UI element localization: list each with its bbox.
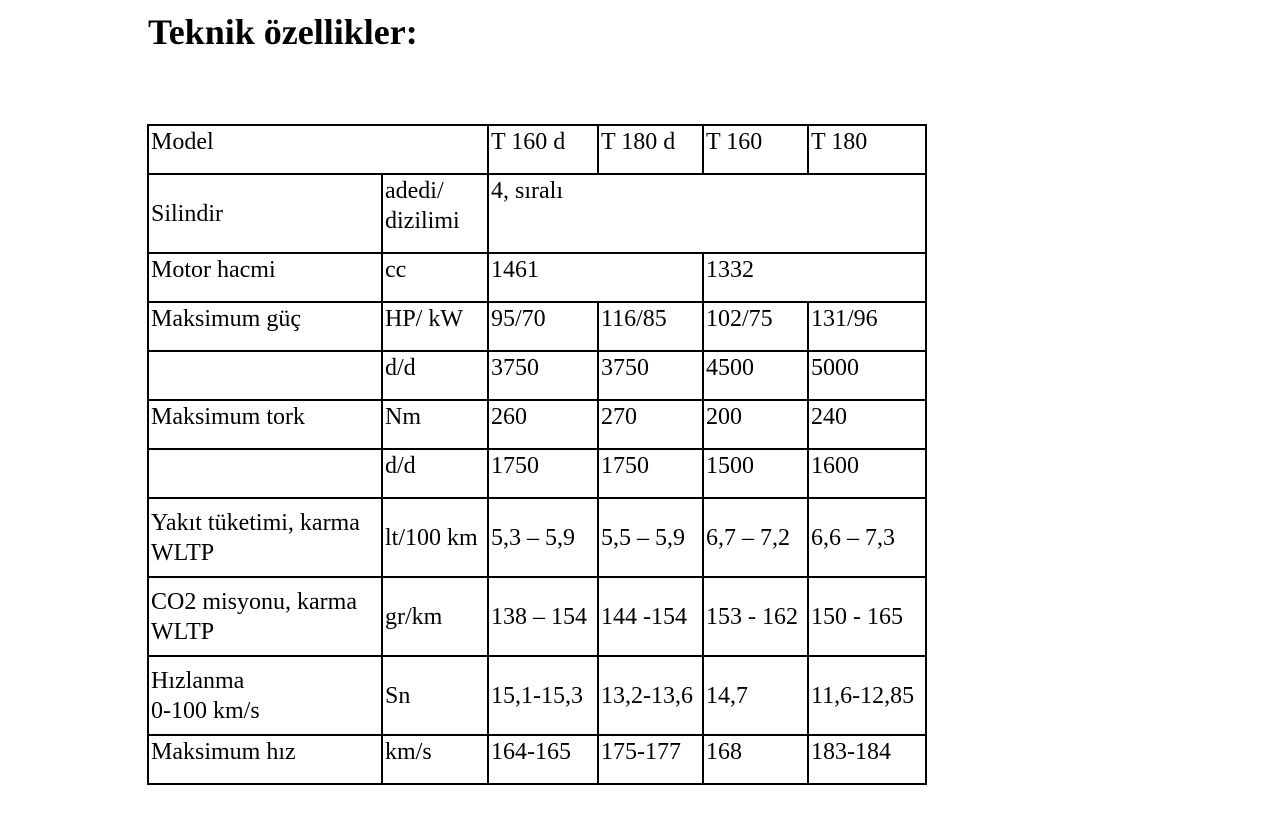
- table-row-co2: [148, 577, 926, 656]
- value-cell: 102/75: [703, 302, 808, 351]
- value-cell: 1500: [703, 449, 808, 498]
- table-row-top-speed: [148, 735, 926, 784]
- value-cell: 15,1-15,3: [488, 656, 598, 735]
- value-cell: 14,7: [703, 656, 808, 735]
- row-label-line: Hızlanma: [151, 668, 245, 694]
- row-label-cell: [148, 498, 382, 577]
- value-cell: 240: [808, 400, 926, 449]
- value-cell: 1600: [808, 449, 926, 498]
- value-cell: 1461: [488, 253, 703, 302]
- value-cell: 1332: [703, 253, 926, 302]
- unit-cell: Nm: [382, 400, 488, 449]
- value-cell: 11,6-12,85: [808, 656, 926, 735]
- table-row-fuel-consumption: [148, 498, 926, 577]
- unit-cell: [382, 174, 488, 253]
- model-header-cell: T 180: [808, 125, 926, 174]
- value-cell: 175-177: [598, 735, 703, 784]
- row-label-cell: Maksimum tork: [148, 400, 382, 449]
- value-cell: 260: [488, 400, 598, 449]
- table-row-cylinder: [148, 174, 926, 253]
- value-cell: 4, sıralı: [488, 174, 926, 253]
- unit-cell: Sn: [382, 656, 488, 735]
- row-label-line: Yakıt tüketimi, karma: [151, 510, 360, 536]
- page-title: Teknik özellikler:: [148, 12, 418, 52]
- value-cell: 1750: [598, 449, 703, 498]
- model-header-cell: T 160 d: [488, 125, 598, 174]
- unit-line: adedi/: [385, 178, 444, 204]
- value-cell: 150 - 165: [808, 577, 926, 656]
- row-label-line: WLTP: [151, 540, 215, 566]
- row-label-cell: [148, 656, 382, 735]
- value-cell: 13,2-13,6: [598, 656, 703, 735]
- value-cell: 164-165: [488, 735, 598, 784]
- value-cell: 200: [703, 400, 808, 449]
- model-header-cell: T 180 d: [598, 125, 703, 174]
- table-row-torque-rpm: [148, 449, 926, 498]
- table-row-acceleration: [148, 656, 926, 735]
- row-label-cell: Maksimum hız: [148, 735, 382, 784]
- unit-cell: gr/km: [382, 577, 488, 656]
- row-label-cell: [148, 577, 382, 656]
- unit-cell: d/d: [382, 449, 488, 498]
- value-cell: 270: [598, 400, 703, 449]
- row-label-cell: Motor hacmi: [148, 253, 382, 302]
- value-cell: 1750: [488, 449, 598, 498]
- value-cell: 168: [703, 735, 808, 784]
- row-label-line: 0-100 km/s: [151, 698, 260, 724]
- model-label-cell: Model: [148, 125, 488, 174]
- row-label-cell: [148, 449, 382, 498]
- value-cell: 5,3 – 5,9: [488, 498, 598, 577]
- value-cell: 6,6 – 7,3: [808, 498, 926, 577]
- value-cell: 3750: [598, 351, 703, 400]
- specs-table: [147, 124, 927, 785]
- table-row-max-power: [148, 302, 926, 351]
- row-label-cell: [148, 351, 382, 400]
- table-row-displacement: [148, 253, 926, 302]
- unit-line: dizilimi: [385, 208, 460, 234]
- row-label-cell: Silindir: [148, 174, 382, 253]
- table-row-model: [148, 125, 926, 174]
- table-row-power-rpm: [148, 351, 926, 400]
- value-cell: 3750: [488, 351, 598, 400]
- unit-cell: lt/100 km: [382, 498, 488, 577]
- unit-cell: HP/ kW: [382, 302, 488, 351]
- value-cell: 116/85: [598, 302, 703, 351]
- value-cell: 153 - 162: [703, 577, 808, 656]
- value-cell: 5000: [808, 351, 926, 400]
- value-cell: 138 – 154: [488, 577, 598, 656]
- value-cell: 131/96: [808, 302, 926, 351]
- value-cell: 183-184: [808, 735, 926, 784]
- table-row-max-torque: [148, 400, 926, 449]
- value-cell: 6,7 – 7,2: [703, 498, 808, 577]
- value-cell: 5,5 – 5,9: [598, 498, 703, 577]
- unit-cell: d/d: [382, 351, 488, 400]
- value-cell: 4500: [703, 351, 808, 400]
- model-header-cell: T 160: [703, 125, 808, 174]
- row-label-cell: Maksimum güç: [148, 302, 382, 351]
- row-label-line: CO2 misyonu, karma: [151, 589, 357, 615]
- unit-cell: cc: [382, 253, 488, 302]
- row-label-line: WLTP: [151, 619, 215, 645]
- value-cell: 95/70: [488, 302, 598, 351]
- value-cell: 144 -154: [598, 577, 703, 656]
- unit-cell: km/s: [382, 735, 488, 784]
